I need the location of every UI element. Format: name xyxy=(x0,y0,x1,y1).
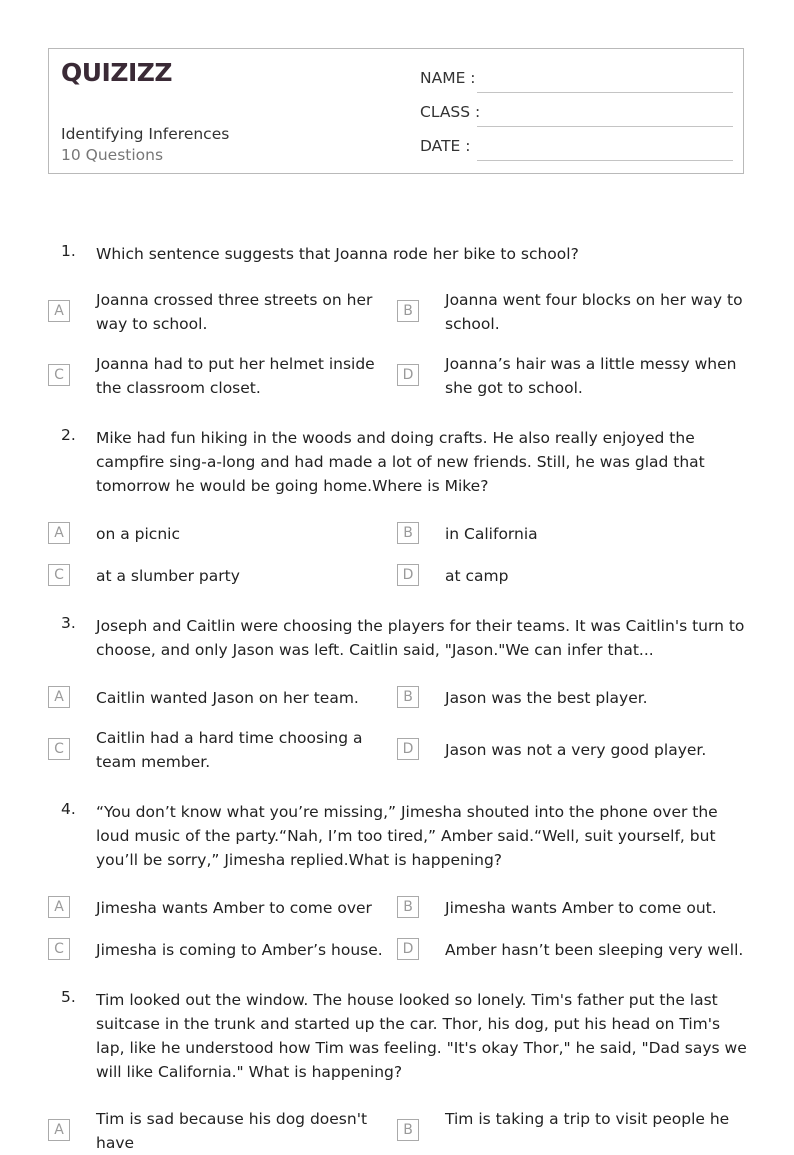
option-text: Jimesha is coming to Amber’s house. xyxy=(96,941,383,959)
question-number: 1. xyxy=(61,242,76,260)
option-text: Caitlin wanted Jason on her team. xyxy=(96,689,359,707)
option-text: Jimesha wants Amber to come over xyxy=(96,899,372,917)
name-field xyxy=(420,69,733,97)
date-line xyxy=(477,160,733,161)
option-letter-box: D xyxy=(397,938,419,960)
worksheet-header xyxy=(48,48,744,174)
date-field xyxy=(420,137,733,165)
option-letter-box: C xyxy=(48,564,70,586)
question-text: Joseph and Caitlin were choosing the players for their teams. It was Caitlin's turn to choose, and only Jason was left. Caitlin said, "Jason."We can infer that... xyxy=(96,617,745,659)
question-number: 4. xyxy=(61,800,76,818)
quizizz-logo: QUIZIZZ xyxy=(61,58,173,87)
question-number: 3. xyxy=(61,614,76,632)
option-letter-box: B xyxy=(397,1119,419,1141)
question-text: Mike had fun hiking in the woods and doing crafts. He also really enjoyed the campfire sing-a-long and had made a lot of new friends. Still, he was glad that tomorrow he would be going home.Where is Mike? xyxy=(96,429,705,495)
option-letter-box: A xyxy=(48,300,70,322)
option-text: Jason was not a very good player. xyxy=(445,741,707,759)
option-letter-box: A xyxy=(48,1119,70,1141)
option-letter-box: A xyxy=(48,522,70,544)
option-text: Joanna had to put her helmet inside the classroom closet. xyxy=(96,355,375,397)
date-label: DATE : xyxy=(420,137,471,155)
option-letter-box: B xyxy=(397,300,419,322)
option-letter-box: B xyxy=(397,686,419,708)
option-text: in California xyxy=(445,525,538,543)
option-letter-box: D xyxy=(397,564,419,586)
question-number: 2. xyxy=(61,426,76,444)
option-text: Joanna crossed three streets on her way to school. xyxy=(96,291,373,333)
question-text: Tim looked out the window. The house looked so lonely. Tim's father put the last suitcase in the trunk and started up the car. Thor, his dog, put his head on Tim's lap, like he understood how Tim was feeling. "It's okay Thor," he said, "Dad says we will like California." What is happening? xyxy=(96,991,747,1081)
option-text: Tim is sad because his dog doesn't have xyxy=(96,1110,368,1152)
option-text: Tim is taking a trip to visit people he xyxy=(445,1110,730,1128)
option-text: at camp xyxy=(445,567,509,585)
option-text: Caitlin had a hard time choosing a team member. xyxy=(96,729,363,771)
option-letter-box: C xyxy=(48,364,70,386)
option-letter-box: C xyxy=(48,938,70,960)
option-text: at a slumber party xyxy=(96,567,240,585)
option-letter-box: A xyxy=(48,896,70,918)
worksheet-title: Identifying Inferences xyxy=(61,125,230,143)
question-number: 5. xyxy=(61,988,76,1006)
question-count: 10 Questions xyxy=(61,146,164,164)
option-letter-box: B xyxy=(397,896,419,918)
name-label: NAME : xyxy=(420,69,476,87)
question-text: “You don’t know what you’re missing,” Jimesha shouted into the phone over the loud music of the party.“Nah, I’m too tired,” Amber said.“Well, suit yourself, but you’ll be sorry,” Jimesha replied.What is happening? xyxy=(96,803,718,869)
option-text: on a picnic xyxy=(96,525,180,543)
option-letter-box: B xyxy=(397,522,419,544)
question-text: Which sentence suggests that Joanna rode her bike to school? xyxy=(96,245,579,263)
option-letter-box: A xyxy=(48,686,70,708)
option-letter-box: C xyxy=(48,738,70,760)
option-letter-box: D xyxy=(397,738,419,760)
name-line xyxy=(477,92,733,93)
option-text: Joanna went four blocks on her way to school. xyxy=(445,291,743,333)
class-field xyxy=(420,103,733,131)
option-text: Amber hasn’t been sleeping very well. xyxy=(445,941,744,959)
option-text: Jason was the best player. xyxy=(445,689,648,707)
option-text: Joanna’s hair was a little messy when she got to school. xyxy=(445,355,737,397)
class-label: CLASS : xyxy=(420,103,481,121)
class-line xyxy=(477,126,733,127)
option-letter-box: D xyxy=(397,364,419,386)
option-text: Jimesha wants Amber to come out. xyxy=(445,899,717,917)
